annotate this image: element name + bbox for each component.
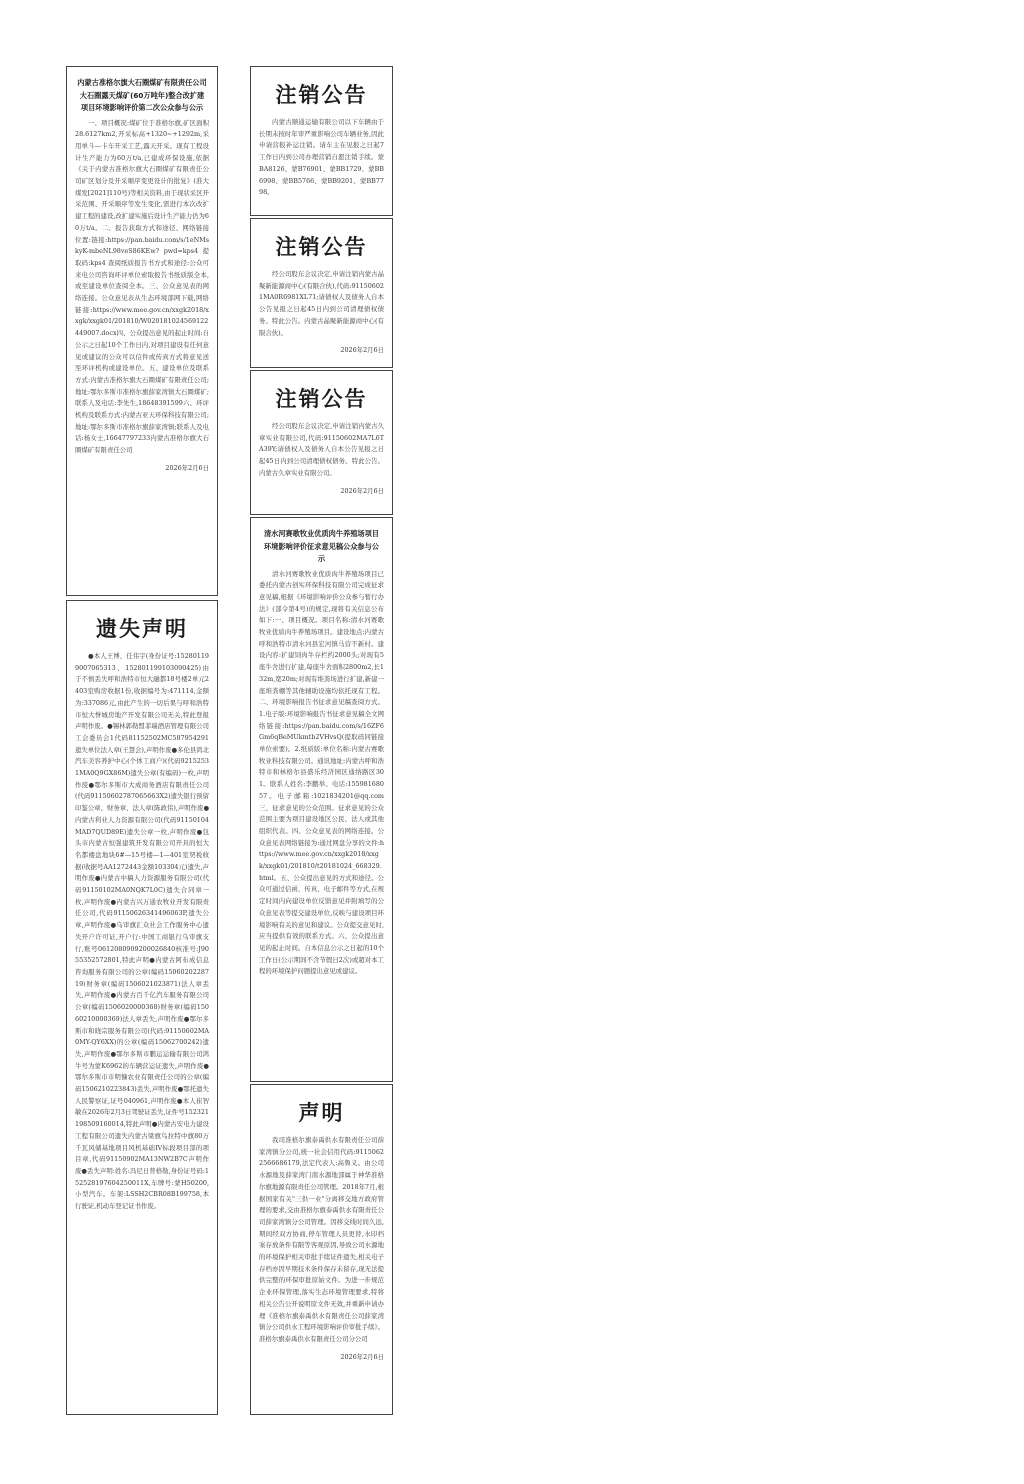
eia-daqi-body: 一、项目概况:煤矿位于准格尔旗,矿区面积28.6127km2,开采标高+1320~+1292m,采用单斗—卡车开采工艺,露天开采。现有工程设计生产能力为60万t/a,已建成环保设施,依据《关于内蒙古准格尔旗大石圈煤矿有限责任公司矿区划分及开采顺序变更设计的批复》(准大煤发[2021]110号)等相关资料,由于现状采区开采范围、开采顺序等发生变化,需进行本次改扩建工程的建设,改扩建实施后设计生产能力仍为60万t/a。二、报告获取方式和途径、网络链接位置:链接:https://pan.baidu.com/s/1eNMskyK-mbeNL98veS86KEw? pwd=kps4 提取码:kps4 查阅纸质报告书方式和途径:公众可来电公司咨询环评单位索取报告书纸质版全本,或至建设单位查阅全本。三、公众意见表的网络连接。公众意见表从生态环境部网下载,网络链接:https://www.mee.gov.cn/xxgk2018/xxgk/xxgk01/201810/W020181024569122449007.docx四、公众提出意见的起止时间:自公示之日起10个工作日内,对项目建设有任何意见或建议的公众可以信件或传真方式将意见送至环评机构或建设单位。五、建设单位及联系方式:内蒙古准格尔旗大石圈煤矿有限责任公司;地址:鄂尔多斯市准格尔旗薛家湾镇大石圈煤矿;联系人及电话:李先生,18648391599六、环评机构及联系方式:内蒙古亚天环保科技有限公司;地址:鄂尔多斯市准格尔旗薛家湾镇;联系人及电话:杨女士,16647797233内蒙古准格尔旗大石圈煤矿有限责任公司 — [75, 118, 209, 455]
notice-declaration-2 — [250, 1084, 393, 1415]
notice-eia-qingshui — [250, 517, 393, 1082]
notice-cancel-2 — [250, 218, 393, 368]
eia-daqi-date: 2026年2月6日 — [165, 463, 209, 472]
decl-2-body: 我司准格尔旗泰禹供水有限责任公司薛家湾镇分公司,统一社会信用代码:91150622566686179,法定代表人:高鲁义。由公司水源地及薛家湾门南水源地部属于神华准格尔旗地源有限责任公司管理。2018年7月,根据国家有关"三供一业"分离移交地方政府管理的要求,交由准格尔旗泰禹供水有限责任公司薛家湾镇分公司管理。因移交线时间久远,期间经双方协商,停车管理人员更替,水印档案存放条件有限等客观原因,导致公司水源地的环境保护相关审批手续证件遗失,相关电子存档亦因早期技术条件保存未留存,现无法提供完整的环保审批原始文件。为进一步规范企业环保管理,落实生态环境管理要求,特将相关公告公开说明原文件无效,并重新申请办理《准格尔旗泰禹供水有限责任公司薛家湾镇分公司供水工程环境影响评价审批手续》。准格尔旗泰禹供水有限责任公司分公司 — [259, 1136, 384, 1343]
notice-cancel-1 — [250, 66, 393, 216]
cancel-2-body: 经公司股东会议决定,申请注销内蒙古晶聚新能源商中心(有限合伙),代码:911506021MA0R6981XL71;请债权人及债务人自本公告见报之日起45日内到公司清理债权债务。特此公告。内蒙古晶聚新能源商中心(有限合伙)。 — [259, 270, 384, 337]
eia-qingshui-title: 清水河赛歌牧业优质肉牛养殖场项目环境影响评价征求意见稿公众参与公示 — [263, 529, 379, 563]
cancel-2-title: 注销公告 — [275, 235, 368, 259]
eia-qingshui-body: 清水河赛歌牧业优质肉牛养殖场项目已委托内蒙古创实环保科技有限公司完成征求意见稿,根据《环境影响评价公众参与暂行办法》(部令第4号)的规定,现将有关信息公布如下:一、项目概况。项目名称:清水河赛歌牧业优质肉牛养殖场项目。建设地点:内蒙古呼和浩特市清水河县宏河镇马营不新村。建设内容:扩建饲肉牛存栏约2000头;对现有5座牛舍进行扩建,每座牛舍面积2800m2,长132m,宽20m;对现有堆粪场进行扩建,新建一座堆粪棚等其他辅助设施均依托现有工程。二、环境影响报告书征求意见稿查阅方式。1.电子版:环境影响报告书征求意见稿全文网络链接:https://pan.baidu.com/s/16ZF6Gm6qBeMUkmtb2VHvsQ(提取码同链接单位索要)。2.纸质版:单位名称:内蒙古赛歌牧业科技有限公司。通讯地址:内蒙古呼和浩特市和林格尔县盛乐经济园区通纳路区301。联系人姓名:李鹏举。电话:15598168057。电子邮箱:1021834201@qq.com三、征求意见的公众范围。征求意见的公众范围主要为项目建设地区公民、法人或其他组织代表。四、公众意见表的网络连接。公众意见表网络链接为:通过网盘分享的文件:https://www.mee.gov.cn/xxgk2018/xxgk/xxgk01/201810/t20181024_668329.html。五、公众提出意见的方式和途径。公众可通过信函、传真、电子邮件等方式,在规定时间内向建设单位反馈意见并附填写的公众意见表等提交建设单位,反映与建设项目环境影响有关的意见和建议。公众提交意见时,应当提供有效的联系方式。六、公众提出意见的起止时间。自本信息公示之日起的10个工作日(公示期间不含节假日2次)或超对本工程的环境保护问题提出意见或建议。 — [259, 569, 384, 976]
lost-decl-title: 遗失声明 — [96, 617, 188, 641]
cancel-1-body: 内蒙古顺通运输有限公司以下车辆由于长期未按时年审严重影响公司车辆业务,因此申请营报补运注销。请车主在见报之日起7工作日内到公司办理营销自愿注销手续。蒙BA8126、蒙B76901、蒙BB1729、蒙BB6998、蒙BB5766、蒙BB9201、蒙BB7798。 — [259, 118, 384, 197]
notice-eia-daqi — [66, 66, 218, 596]
cancel-1-title: 注销公告 — [275, 83, 368, 107]
notice-lost-declaration — [66, 600, 218, 1415]
cancel-2-date: 2026年2月6日 — [340, 346, 384, 355]
cancel-3-body: 经公司股东会议决定,申请注销内蒙古久章实业有限公司,代码:91150602MA7L6TA39Y;请债权人及债务人自本公告见报之日起45日内到公司清理债权债务。特此公告。内蒙古久章实业有限公司。 — [259, 422, 384, 477]
lost-decl-body: ●本人王博、任伟宇(身份证号:152801199007065313、152801199103090425)由于不慎丢失呼和浩特市恒大融都18号楼2单元2403室购房收据1份,收据编号为:471114,金额为:337086元,由此产生的一切后果与呼和浩特市恒大誉城房地产开发有限公司无关,特此登报声明作废。●锡林郭勒盟菲瑞酒店管理有限公司工会委员会1代码81152502MC587954291遗失单位法人章(王慧会),声明作废●多伦县鸿北汽车美容养护中心(个体工商户)(代码92152531MA0Q9GX86M)遗失公章(有编码)一枚,声明作废●鄂尔多斯市大成商务酒店有限责任公司(代码91150602787065663X2)遗失银行预留印鉴公章、财务章、法人章(陈政伟),声明作废●内蒙古利业人力资源有限公司(代码91150104MAD7QUD89E)遗失公章一枚,声明作废●包头市内蒙古恒强建筑开发有限公司开具的恒大名都楼盘地块6#—15号楼—1—401室契税收据(收据号AA1272443金额103304元)遗失,声明作废●内蒙古中稿人力资源服务有限公司(代码91150102MA0NQK7L0C)遗失合同章一枚,声明作废●内蒙古兴万通农牧业开发有限责任公司,代码91150626341496063P,遗失公章,声明作废●乌审旗汇众社会工作服务中心遗失开户许可证,开户行:中国工商银行乌审旗支行,账号0612080909200026840核准号:J9055352572801,特此声明●内蒙古阿布成信息咨询服务有限公司的公章(编码1506020228719)财务章(编码1506021023871)法人章丢失,声明作废●内蒙古百千亿汽车服务有限公司公章(编码1506020000368)财务章(编码15060210000369)法人章丢失,声明作废●鄂尔多斯市和晓宗服务有限公司(代码:91150602MA0MY-QY6XX)的公章(编码15062700242)遗失,声明作废●鄂尔多斯市鹏运运输有限公司鸿牛号为蒙K6962的车辆营运证遗失,声明作废●鄂尔多斯市市明慷农业有限责任公司的公章(编码1506210223843)丢失,声明作废●鄂托遗失人民警察证,证号040961,声明作废●本人崔智敏在2026年2月3日驾驶证丢失,证件号152321198509160014,特此声明●内蒙古安电力建设工程有限公司遗失内蒙古梁旗鸟拉特中旗80万千瓦风储基地项目风机基础IV标段项目部的项目章,代码91150902MA13NW2B7C声明作废●丢失声明:姓名:冯尼日普格勒,身份证号码:152528197604250011X,车牌号:蒙H50200,小型汽车。车架:LSSH2CBR08B199758,本行驶证,机动车登记证书作废。 — [75, 652, 210, 1211]
cancel-3-title: 注销公告 — [275, 387, 368, 411]
decl-2-title: 声明 — [298, 1101, 345, 1125]
cancel-3-date: 2026年2月6日 — [340, 486, 384, 495]
eia-daqi-title: 内蒙古准格尔旗大石圈煤矿有限责任公司大石圈露天煤矿(60万吨年)整合改扩建项目环境影响评价第二次公众参与公示 — [77, 78, 207, 112]
decl-2-date: 2026年2月6日 — [340, 1352, 384, 1361]
notice-cancel-3 — [250, 370, 393, 515]
